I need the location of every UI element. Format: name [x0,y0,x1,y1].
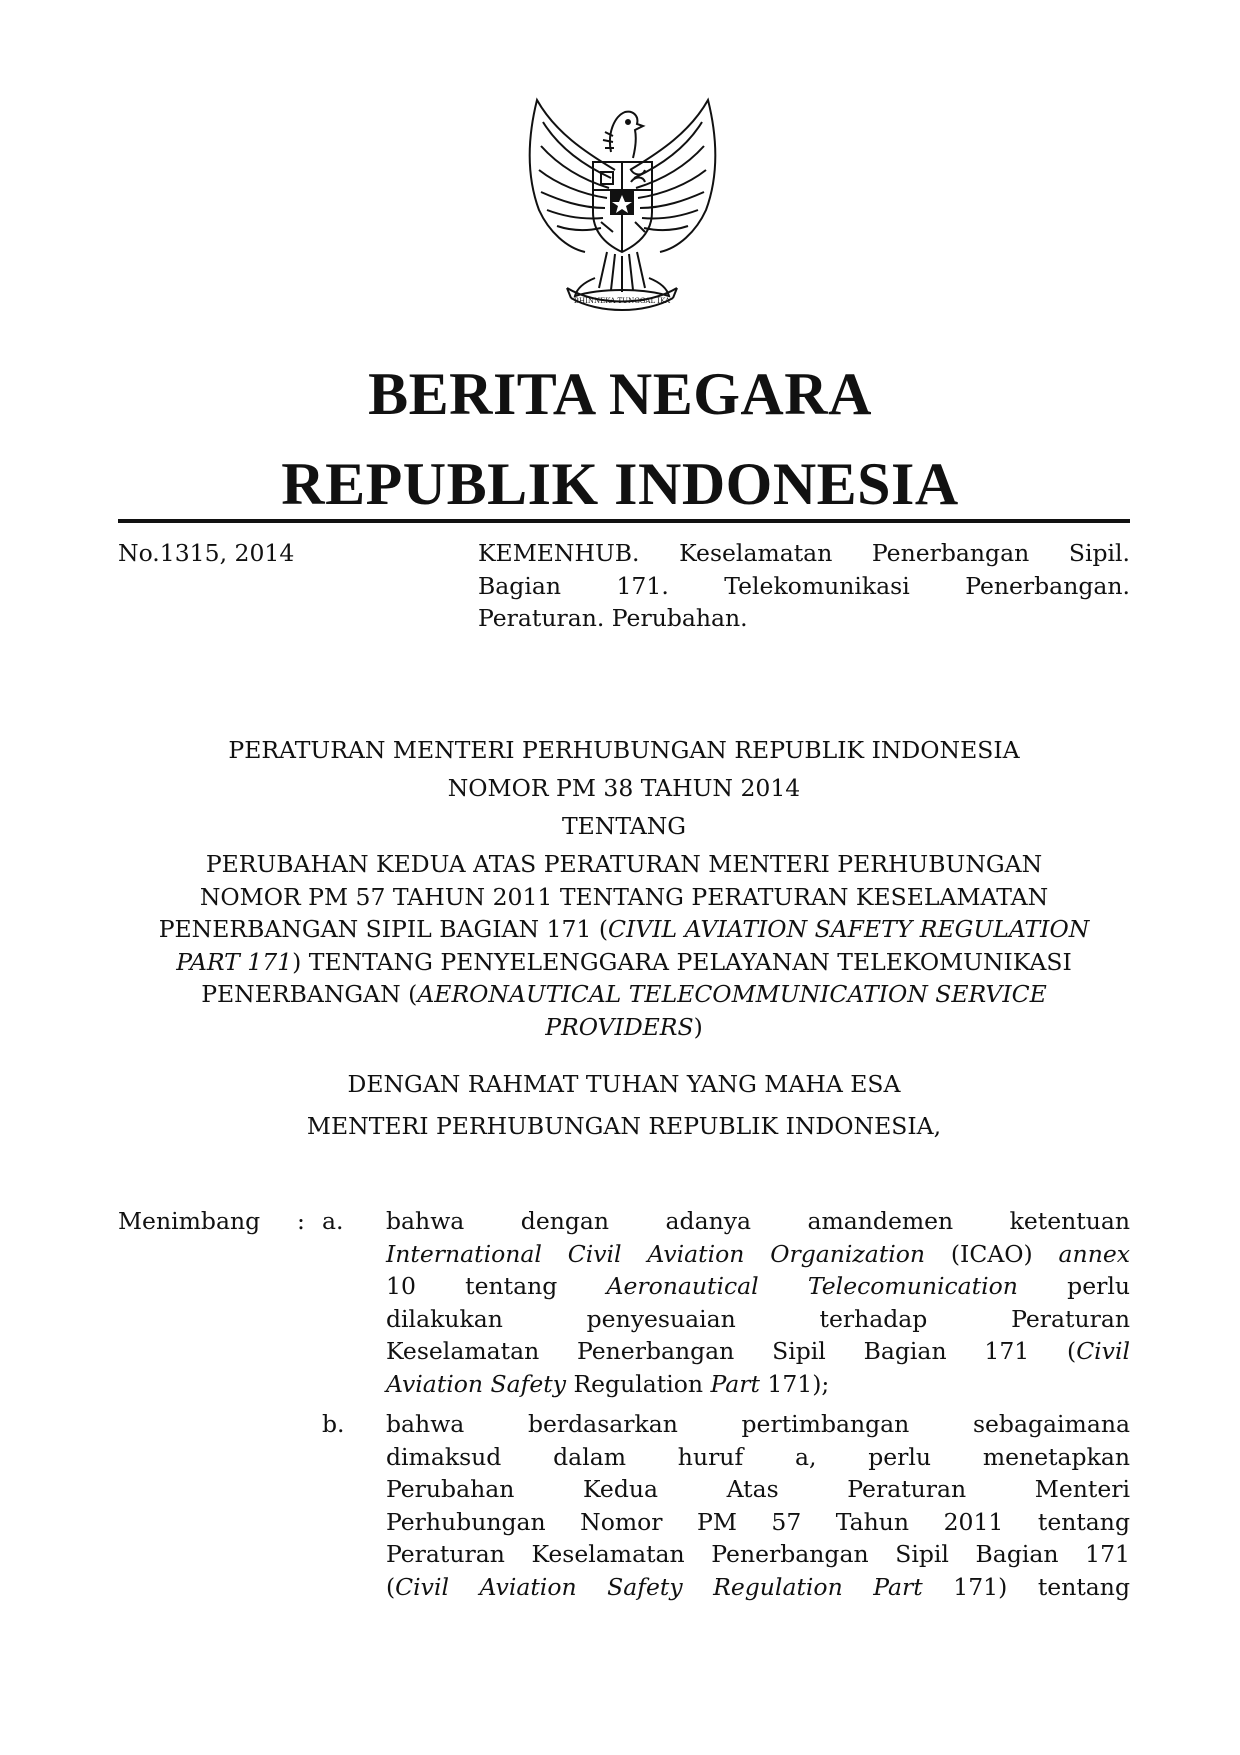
gazette-number: No.1315, 2014 [118,539,295,567]
gazette-subject [478,537,1130,635]
gazette-subject-line: Bagian 171. Telekomunikasi Penerbangan. [478,571,1130,600]
regulation-subject-line: PENERBANGAN SIPIL BAGIAN 171 (CIVIL AVIATION SAFETY REGULATION [158,915,1090,943]
item-a-letter: a. [322,1207,344,1235]
masthead-divider [118,519,1130,523]
regulation-subject-line: NOMOR PM 57 TAHUN 2011 TENTANG PERATURAN KESELAMATAN [199,882,1049,911]
masthead-line-2: REPUBLIK INDONESIA [281,451,959,517]
menimbang-label: Menimbang [118,1207,261,1235]
opening-phrase: DENGAN RAHMAT TUHAN YANG MAHA ESA [347,1070,901,1098]
regulation-title: PERATURAN MENTERI PERHUBUNGAN REPUBLIK INDONESIA [228,736,1020,764]
regulation-subject [118,848,1130,1043]
masthead-line-1: BERITA NEGARA [368,361,872,427]
issuing-authority: MENTERI PERHUBUNGAN REPUBLIK INDONESIA, [306,1112,942,1140]
regulation-subject-line: PROVIDERS) [545,1012,703,1041]
regulation-about: TENTANG [561,812,687,840]
item-b-letter: b. [322,1410,345,1438]
garuda-emblem [515,92,730,312]
regulation-subject-line: PENERBANGAN (AERONAUTICAL TELECOMMUNICATION SERVICE [201,980,1047,1008]
gazette-subject-line: KEMENHUB. Keselamatan Penerbangan Sipil. [478,539,1130,567]
regulation-subject-line: PART 171) TENTANG PENYELENGGARA PELAYANAN TELEKOMUNIKASI [176,947,1072,976]
item-a-text: bahwa dengan adanya amandemen ketentuan International Civil Aviation Organization (ICAO) annex 10 tentang Aeronautical Telecomunication perlu dilakukan penyesuaian terhadap Peraturan Keselamatan Penerbangan Sipil Bagian 171 (Civil Aviation Safety Regulation Part 171); [386,1207,1130,1398]
emblem-motto: BHINNEKA TUNGGAL IKA [573,297,671,305]
item-b-text: bahwa berdasarkan pertimbangan sebagaimana dimaksud dalam huruf a, perlu menetapkan Perubahan Kedua Atas Peraturan Menteri Perhubungan Nomor PM 57 Tahun 2011 tentang Peraturan Keselamatan Penerbangan Sipil Bagian 171 (Civil Aviation Safety Regulation Part 171) tentang [386,1410,1130,1601]
menimbang-colon: : [297,1207,305,1235]
regulation-number: NOMOR PM 38 TAHUN 2014 [447,774,801,802]
gazette-subject-line: Peraturan. Perubahan. [478,604,748,632]
regulation-subject-line: PERUBAHAN KEDUA ATAS PERATURAN MENTERI PERHUBUNGAN [205,850,1043,878]
